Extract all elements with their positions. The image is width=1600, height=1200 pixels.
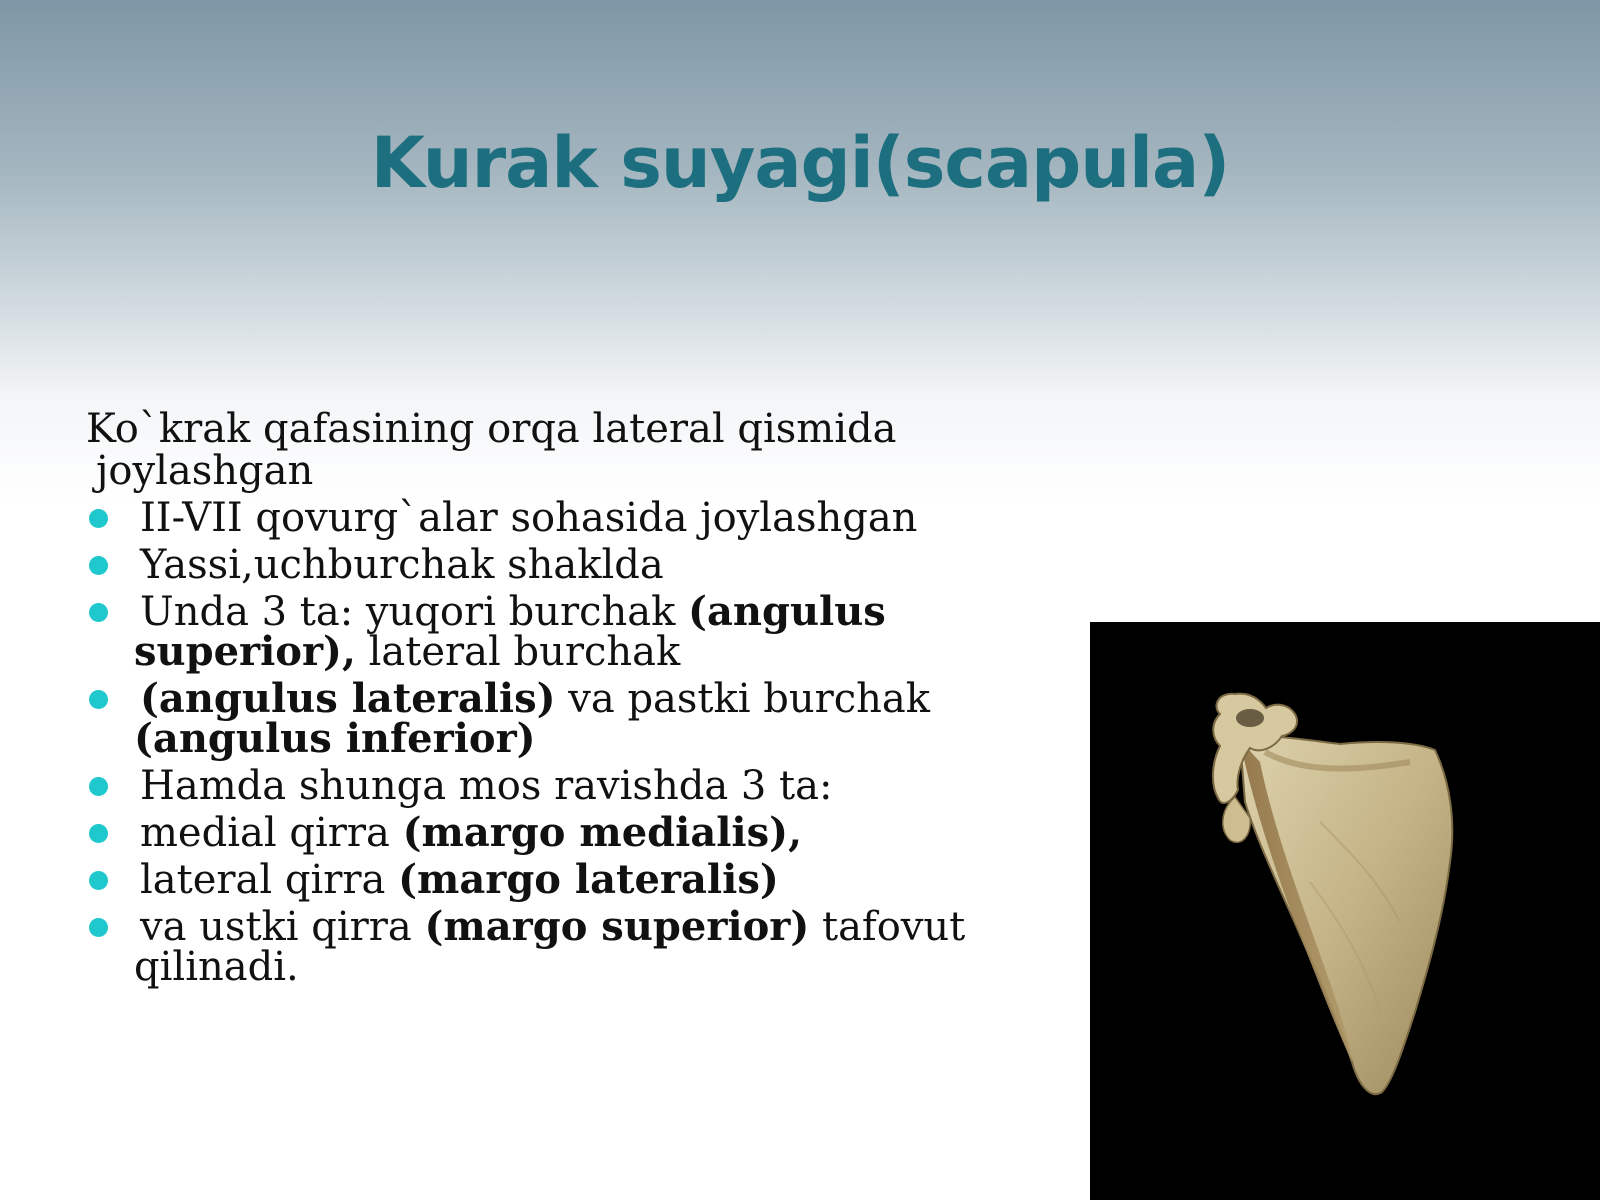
bullet-text bbox=[134, 856, 1086, 903]
slide-body bbox=[86, 408, 1086, 994]
bullet-item bbox=[86, 856, 1086, 903]
bullet-dot-icon bbox=[89, 603, 108, 622]
bullet-text-bold: (angulus inferior) bbox=[134, 715, 536, 762]
bullet-text-bold: (angulus lateralis) bbox=[140, 675, 556, 722]
bullet-text bbox=[134, 809, 1086, 856]
bullet-text bbox=[134, 495, 1086, 541]
bullet-text-bold: (margo medialis), bbox=[402, 809, 802, 856]
bullet-text bbox=[134, 763, 1086, 809]
bullet-text-segment: lateral burchak bbox=[355, 629, 681, 675]
bullet-item bbox=[86, 809, 1086, 856]
bullet-item bbox=[86, 763, 1086, 809]
bullet-dot-icon bbox=[89, 871, 108, 890]
bullet-dot-icon bbox=[89, 556, 108, 575]
bullet-list bbox=[86, 495, 1086, 990]
bullet-dot-icon bbox=[89, 918, 108, 937]
intro-text: Ko`krak qafasining orqa lateral qismida joylashgan bbox=[86, 406, 897, 494]
bullet-text-segment: va pastki burchak bbox=[555, 676, 930, 722]
bullet-text-segment: Unda 3 ta: yuqori burchak bbox=[140, 589, 689, 635]
bullet-item bbox=[86, 542, 1086, 588]
bullet-dot-icon bbox=[89, 777, 108, 796]
bullet-text-segment: medial qirra bbox=[140, 810, 403, 856]
scapula-photo bbox=[1090, 622, 1600, 1200]
bullet-text-segment: va ustki qirra bbox=[140, 904, 425, 950]
bullet-text bbox=[134, 675, 1086, 762]
bullet-item bbox=[86, 495, 1086, 541]
bullet-item bbox=[86, 903, 1086, 990]
bullet-text bbox=[134, 588, 1086, 675]
bullet-text-segment: Hamda shunga mos ravishda 3 ta: bbox=[140, 763, 833, 809]
bullet-item bbox=[86, 588, 1086, 675]
bullet-text-bold: (angulus superior), bbox=[134, 588, 886, 675]
bullet-text-bold: (margo superior) bbox=[424, 903, 810, 950]
bullet-text-segment: II-VII qovurg`alar sohasida joylashgan bbox=[140, 495, 918, 541]
scapula-bone-icon bbox=[1090, 622, 1600, 1200]
bullet-dot-icon bbox=[89, 509, 108, 528]
bullet-item bbox=[86, 675, 1086, 762]
bullet-text-bold: (margo lateralis) bbox=[398, 856, 779, 903]
bullet-dot-icon bbox=[89, 690, 108, 709]
slide-title: Kurak suyagi(scapula) bbox=[370, 122, 1230, 204]
bullet-dot-icon bbox=[89, 824, 108, 843]
bullet-text-segment: lateral qirra bbox=[140, 857, 399, 903]
bullet-text bbox=[134, 542, 1086, 588]
bullet-text-segment: Yassi,uchburchak shaklda bbox=[140, 542, 664, 588]
bullet-text bbox=[134, 903, 1086, 990]
bullet-text-segment: tafovut qilinadi. bbox=[134, 904, 966, 990]
